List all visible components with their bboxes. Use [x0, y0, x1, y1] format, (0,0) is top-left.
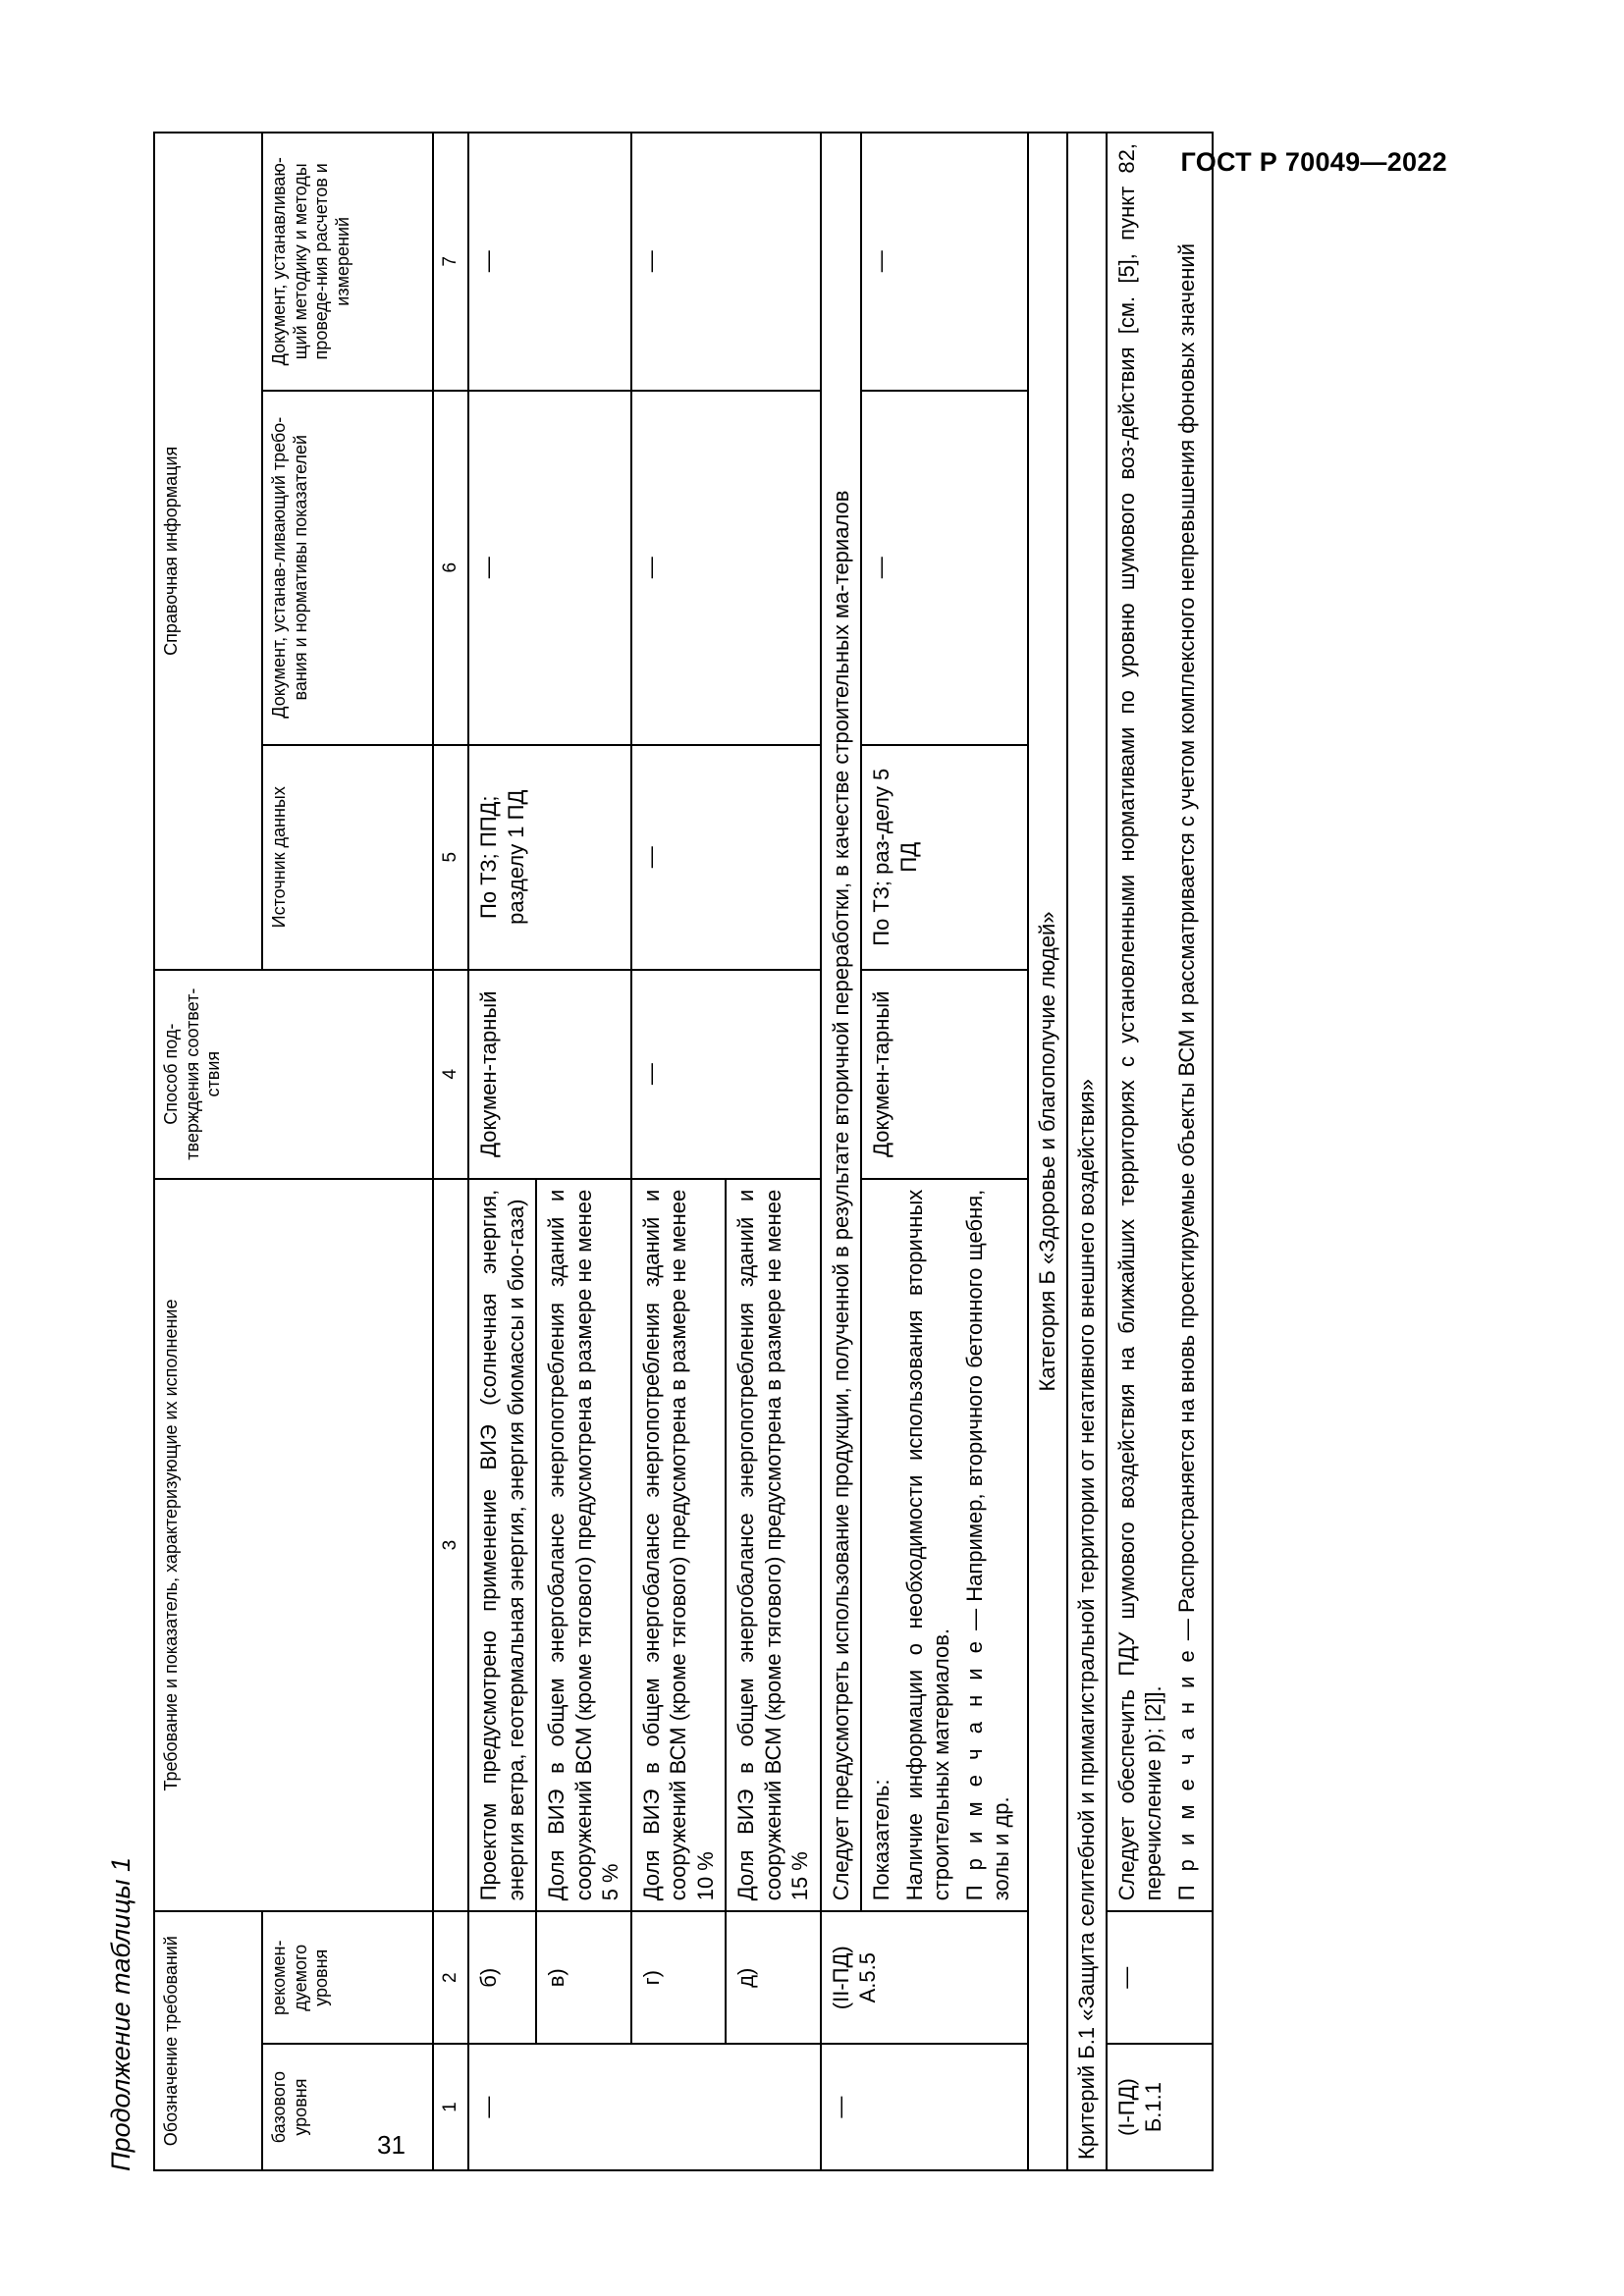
- base-level-cell: —: [468, 2044, 821, 2170]
- rec-level-cell: (II-ПД) А.5.5: [821, 1911, 1028, 2044]
- requirement-cell: [1107, 133, 1214, 1911]
- note-text: — Распространяется на вновь проектируемые объекты ВСМ и рассматривается с учетом комплексного непревышения фоновых значений: [1173, 243, 1199, 1647]
- table-row: [861, 133, 1028, 2170]
- rec-level-cell: д): [726, 1911, 821, 2044]
- header-base-level: базового уровня: [262, 2044, 433, 2170]
- requirement-text: Следует обеспечить ПДУ шумового воздействия на ближайших территориях с установленными нормативами по уровню шумового воз-действия [см. [5], пункт 82, перечисление р); [2]].: [1113, 143, 1165, 1901]
- requirement-note: [1173, 143, 1201, 1900]
- source-cell: По ТЗ; раз-делу 5 ПД: [861, 745, 1028, 970]
- requirement-cell: Доля ВИЭ в общем энергобалансе энергопотребления зданий и сооружений ВСМ (кроме тягового) предусмотрена в размере не менее 5 %: [536, 1179, 631, 1912]
- requirement-cell: Следует предусмотреть использование продукции, полученной в результате вторичной переработки, в качестве строительных ма-териалов: [821, 133, 862, 1911]
- header-recommended-level: рекомен-дуемого уровня: [262, 1911, 433, 2044]
- rec-level-cell: б): [468, 1911, 536, 2044]
- rec-level-cell: —: [1107, 1911, 1214, 2044]
- methodics-cell: —: [468, 133, 631, 391]
- table-row: [1107, 133, 1214, 2170]
- column-number: 7: [433, 133, 468, 391]
- header-row-1: [154, 133, 262, 2170]
- base-level-cell: —: [821, 2044, 1028, 2170]
- rec-level-cell: г): [631, 1911, 727, 2044]
- standard-number: ГОСТ Р 70049—2022: [1180, 147, 1447, 177]
- category-title: Категория Б «Здоровье и благополучие людей»: [1028, 133, 1067, 2170]
- table-row: [821, 133, 862, 2170]
- rotated-table-block: [106, 132, 1412, 2171]
- column-number: 4: [433, 970, 468, 1179]
- indicator-note: [961, 1190, 1015, 1901]
- method-cell: Докумен-тарный: [861, 970, 1028, 1179]
- table-caption: Продолжение таблицы 1: [106, 1856, 135, 2171]
- note-label: П р и м е ч а н и е: [1173, 1646, 1199, 1901]
- category-row: [1028, 133, 1067, 2170]
- note-label: П р и м е ч а н и е: [961, 1636, 987, 1901]
- column-number: 2: [433, 1911, 468, 2044]
- requirement-cell: Доля ВИЭ в общем энергобалансе энергопотребления зданий и сооружений ВСМ (кроме тягового) предусмотрена в размере не менее 15 %: [726, 1179, 821, 1912]
- note-text: — Например, вторичного бетонного щебня, золы и др.: [961, 1189, 1013, 1901]
- column-numbers-row: [433, 133, 468, 2170]
- header-requirement: Требование и показатель, характеризующие их исполнение: [154, 1179, 433, 1912]
- norms-cell: —: [861, 391, 1028, 745]
- rec-level-cell: в): [536, 1911, 631, 2044]
- header-confirmation-method: Способ под-тверждения соответ-ствия: [154, 970, 433, 1179]
- column-number: 3: [433, 1179, 468, 1912]
- norms-cell: —: [631, 391, 821, 745]
- page-number: 31: [377, 2130, 406, 2160]
- header-data-source: Источник данных: [262, 745, 433, 970]
- column-number: 1: [433, 2044, 468, 2170]
- methodics-cell: —: [631, 133, 821, 391]
- column-number: 5: [433, 745, 468, 970]
- base-level-cell: (I-ПД) Б.1.1: [1107, 2044, 1214, 2170]
- indicator-cell: [861, 1179, 1028, 1912]
- criterion-row: [1067, 133, 1107, 2170]
- indicator-text: Наличие информации о необходимости использования вторичных строительных материалов.: [901, 1189, 953, 1901]
- method-cell: Докумен-тарный: [468, 970, 631, 1179]
- header-norms-document: Документ, устанав-ливающий требо-вания и нормативы показателей: [262, 391, 433, 745]
- table-row: [631, 133, 727, 2170]
- method-cell: —: [631, 970, 821, 1179]
- column-number: 6: [433, 391, 468, 745]
- methodics-cell: —: [861, 133, 1028, 391]
- source-cell: По ТЗ; ППД; разделу 1 ПД: [468, 745, 631, 970]
- header-method-document: Документ, устанавливаю-щий методику и методы проведе-ния расчетов и измерений: [262, 133, 433, 391]
- header-reference-info: Справочная информация: [154, 133, 262, 970]
- requirement-cell: Доля ВИЭ в общем энергобалансе энергопотребления зданий и сооружений ВСМ (кроме тягового) предусмотрена в размере не менее 10 %: [631, 1179, 727, 1912]
- requirement-cell: Проектом предусмотрено применение ВИЭ (солнечная энергия, энергия ветра, геотермальная энергия, энергия биомассы и био-газа): [468, 1179, 536, 1912]
- norms-cell: —: [468, 391, 631, 745]
- header-designation: Обозначение требований: [154, 1911, 262, 2170]
- source-cell: —: [631, 745, 821, 970]
- table-row: [468, 133, 536, 2170]
- criterion-title: Критерий Б.1 «Защита селитебной и примагистральной территории от негативного внешнего воздействия»: [1067, 133, 1107, 2170]
- indicator-label: Показатель:: [869, 1779, 893, 1901]
- requirements-table: [153, 132, 1214, 2171]
